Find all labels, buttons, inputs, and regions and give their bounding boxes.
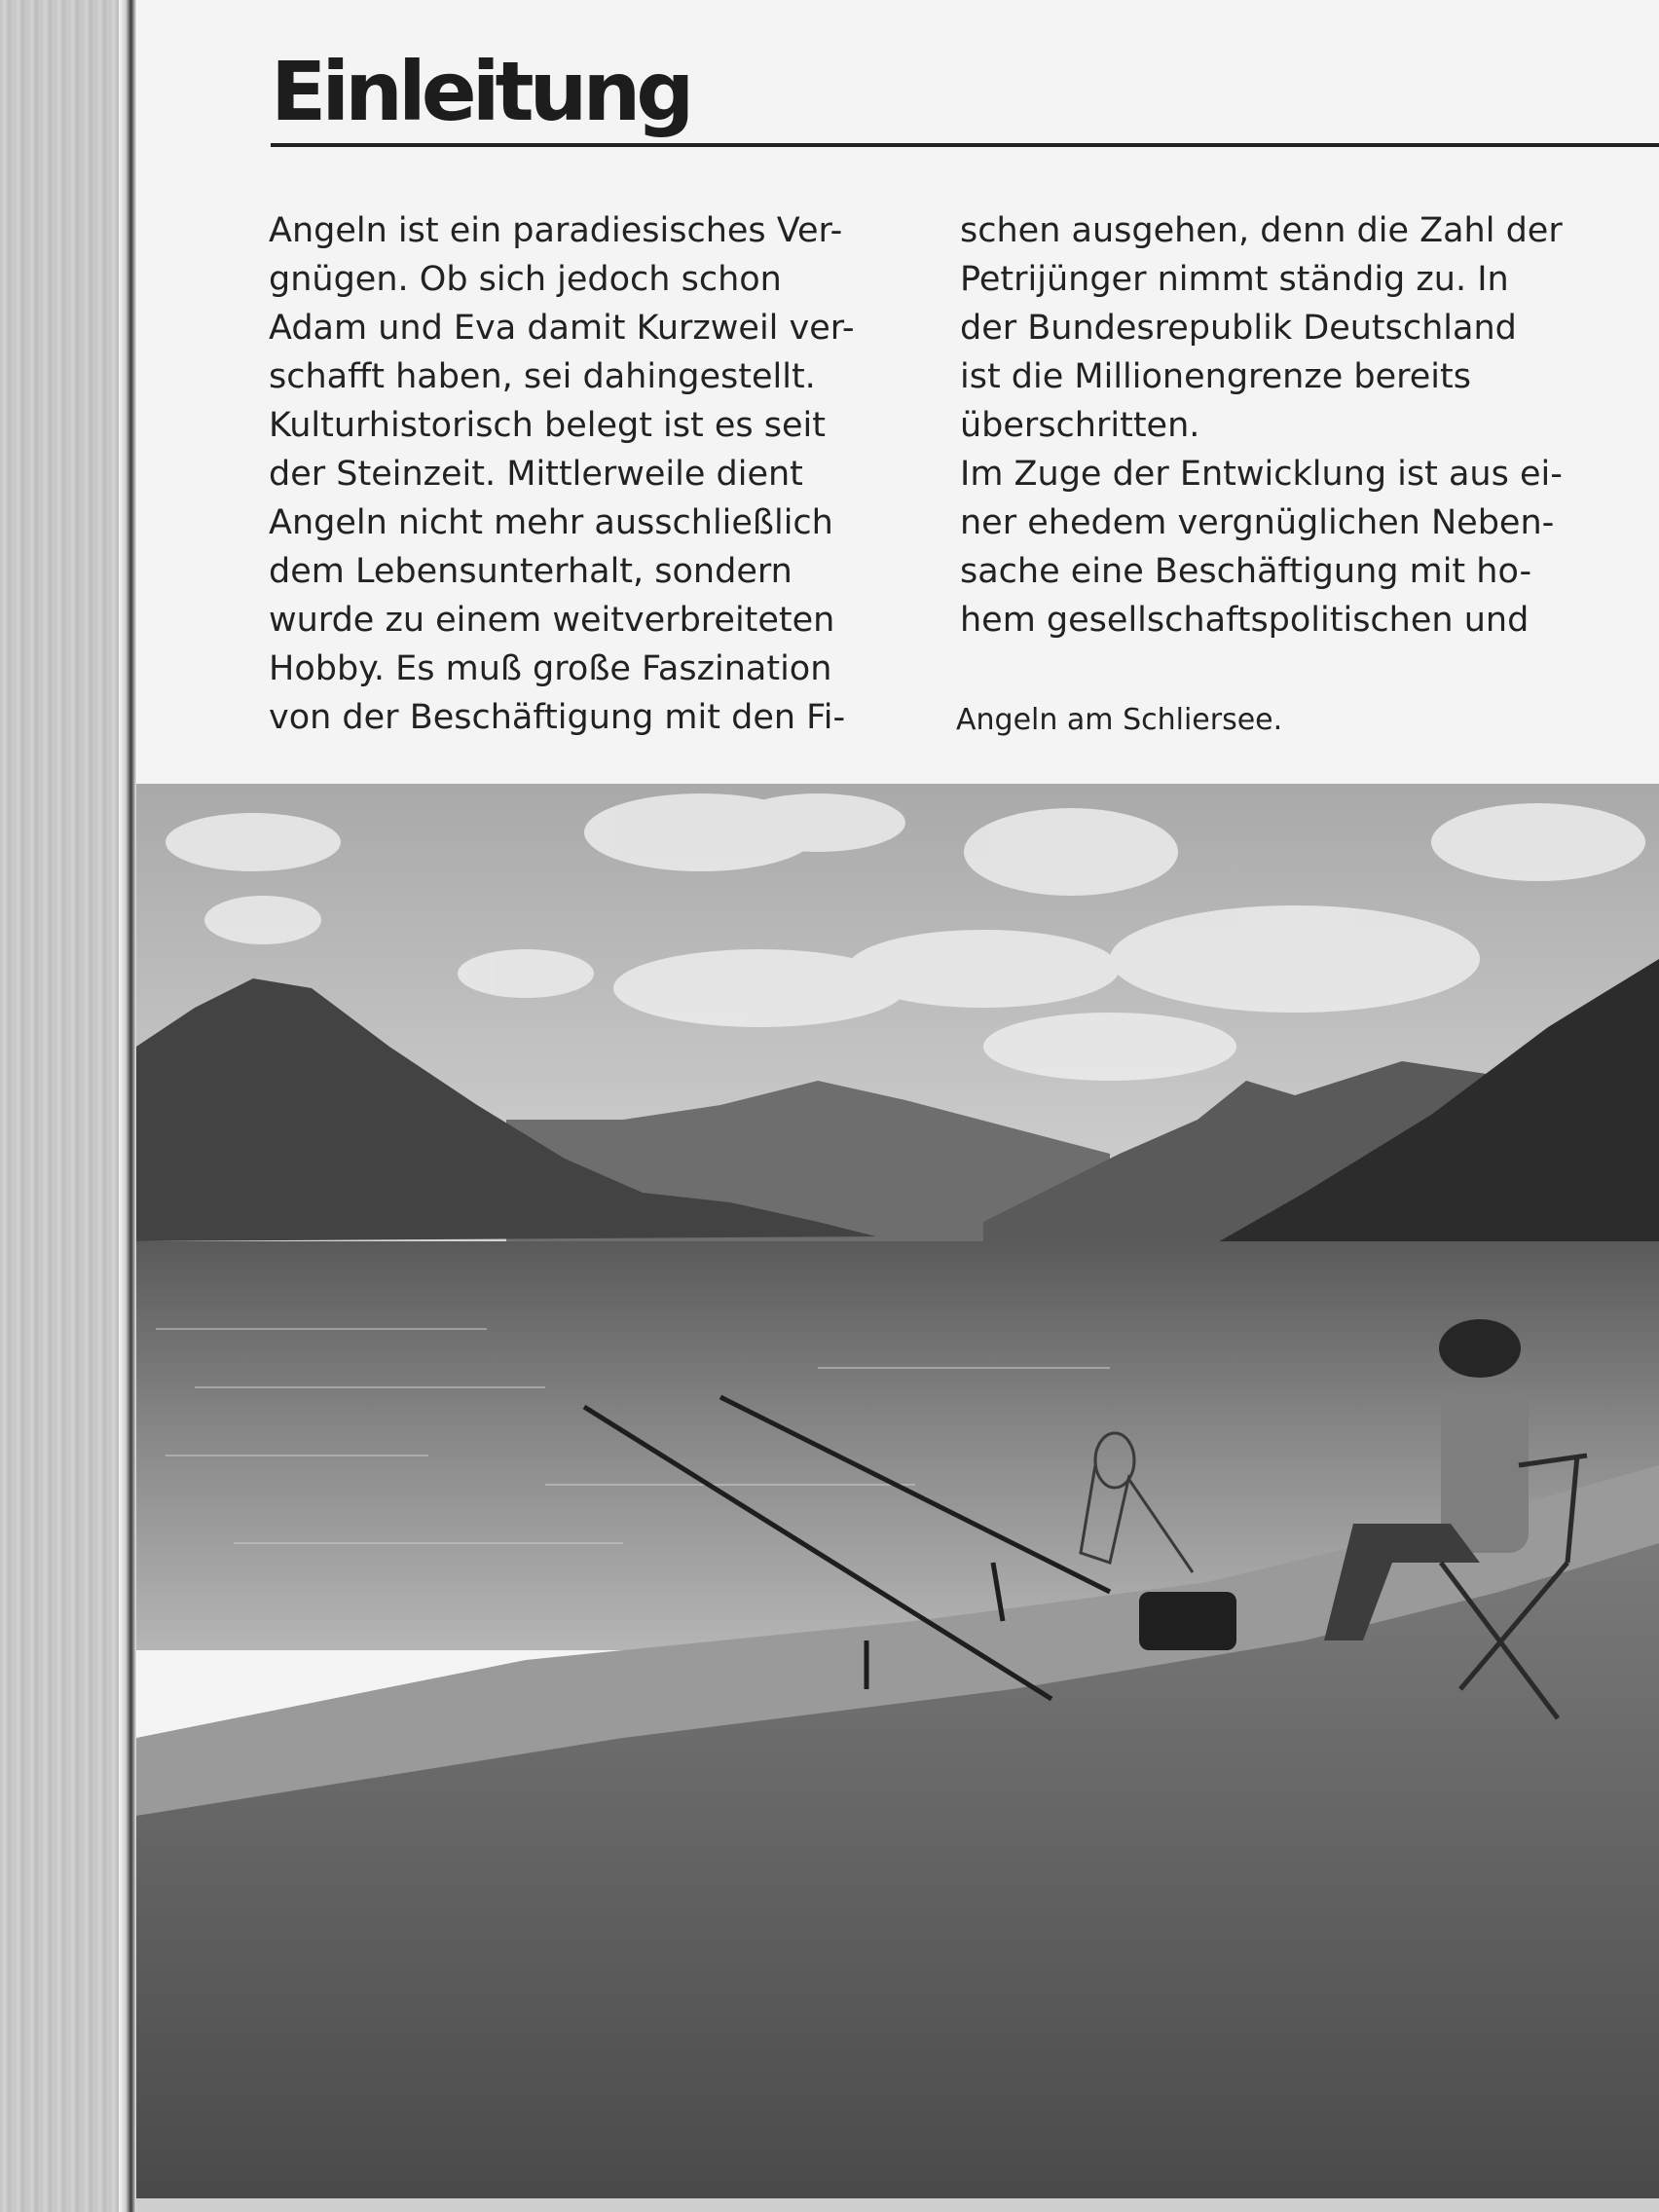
text-line: überschritten. <box>960 406 1200 445</box>
text-line: ist die Millionengrenze bereits <box>960 357 1471 396</box>
page-bottom-edge <box>136 2198 1659 2212</box>
lake-photo <box>136 784 1659 2198</box>
text-line: ner ehedem vergnüglichen Neben- <box>960 503 1555 542</box>
text-line: Hobby. Es muß große Faszination <box>269 649 832 688</box>
text-line: dem Lebensunterhalt, sondern <box>269 552 793 591</box>
text-line: Im Zuge der Entwicklung ist aus ei- <box>960 455 1563 494</box>
book-page <box>136 0 1659 2198</box>
text-line: Kulturhistorisch belegt ist es seit <box>269 406 826 445</box>
text-line: der Steinzeit. Mittlerweile dient <box>269 455 803 494</box>
text-line: Angeln nicht mehr ausschließlich <box>269 503 833 542</box>
text-line: der Bundesrepublik Deutschland <box>960 309 1517 348</box>
text-line: schafft haben, sei dahingestellt. <box>269 357 816 396</box>
page-title: Einleitung <box>271 44 690 139</box>
text-line: Adam und Eva damit Kurzweil ver- <box>269 309 855 348</box>
photo-caption: Angeln am Schliersee. <box>956 703 1283 737</box>
tackle-bag <box>1139 1592 1236 1650</box>
text-line: schen ausgehen, denn die Zahl der <box>960 211 1563 250</box>
text-line: sache eine Beschäftigung mit ho- <box>960 552 1532 591</box>
text-column-left <box>269 206 940 742</box>
text-line: von der Beschäftigung mit den Fi- <box>269 698 846 737</box>
text-line: Angeln ist ein paradiesisches Ver- <box>269 211 843 250</box>
text-line: hem gesellschaftspolitischen und <box>960 601 1530 640</box>
text-line: Petrijünger nimmt ständig zu. In <box>960 260 1509 299</box>
title-underline <box>271 143 1659 147</box>
text-column-right <box>960 206 1641 645</box>
text-line: gnügen. Ob sich jedoch schon <box>269 260 782 299</box>
text-line: wurde zu einem weitverbreiteten <box>269 601 835 640</box>
book-spine-texture <box>0 0 119 2212</box>
page-edge-shadow <box>119 0 136 2212</box>
